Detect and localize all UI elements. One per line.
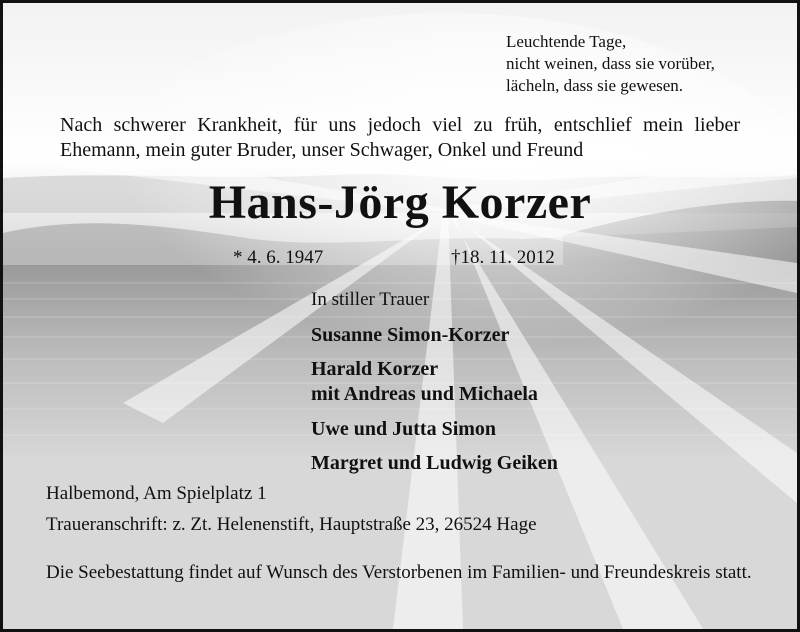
death-date: †18. 11. 2012 (451, 247, 555, 268)
mourner-name: mit Andreas und Michaela (311, 383, 538, 405)
intro-text (60, 113, 740, 163)
mourning-heading: In stiller Trauer (311, 289, 430, 310)
mourner-name: Uwe und Jutta Simon (311, 418, 497, 440)
intro-line: Nach schwerer Krankheit, für uns jedoch viel zu früh, entschlief mein lieber (60, 114, 740, 136)
mourner-name: Harald Korzer (311, 358, 439, 380)
mourner-name: Margret und Ludwig Geiken (311, 452, 558, 474)
poem-line: lächeln, dass sie gewesen. (506, 76, 684, 95)
mourning-address: Traueranschrift: z. Zt. Helenenstift, Hauptstraße 23, 26524 Hage (46, 514, 537, 535)
burial-note: Die Seebestattung findet auf Wunsch des Verstorbenen im Familien- und Freundeskreis statt. (46, 562, 752, 583)
poem-verse (506, 31, 715, 97)
poem-line: Leuchtende Tage, (506, 32, 627, 51)
mourner-name: Susanne Simon-Korzer (311, 324, 510, 346)
deceased-name: Hans-Jörg Korzer (208, 176, 592, 229)
mourner-group (311, 357, 538, 407)
home-address: Halbemond, Am Spielplatz 1 (46, 483, 267, 504)
poem-line: nicht weinen, dass sie vorüber, (506, 54, 715, 73)
intro-line: Ehemann, mein guter Bruder, unser Schwager, Onkel und Freund (60, 139, 584, 161)
birth-date: * 4. 6. 1947 (233, 247, 324, 268)
